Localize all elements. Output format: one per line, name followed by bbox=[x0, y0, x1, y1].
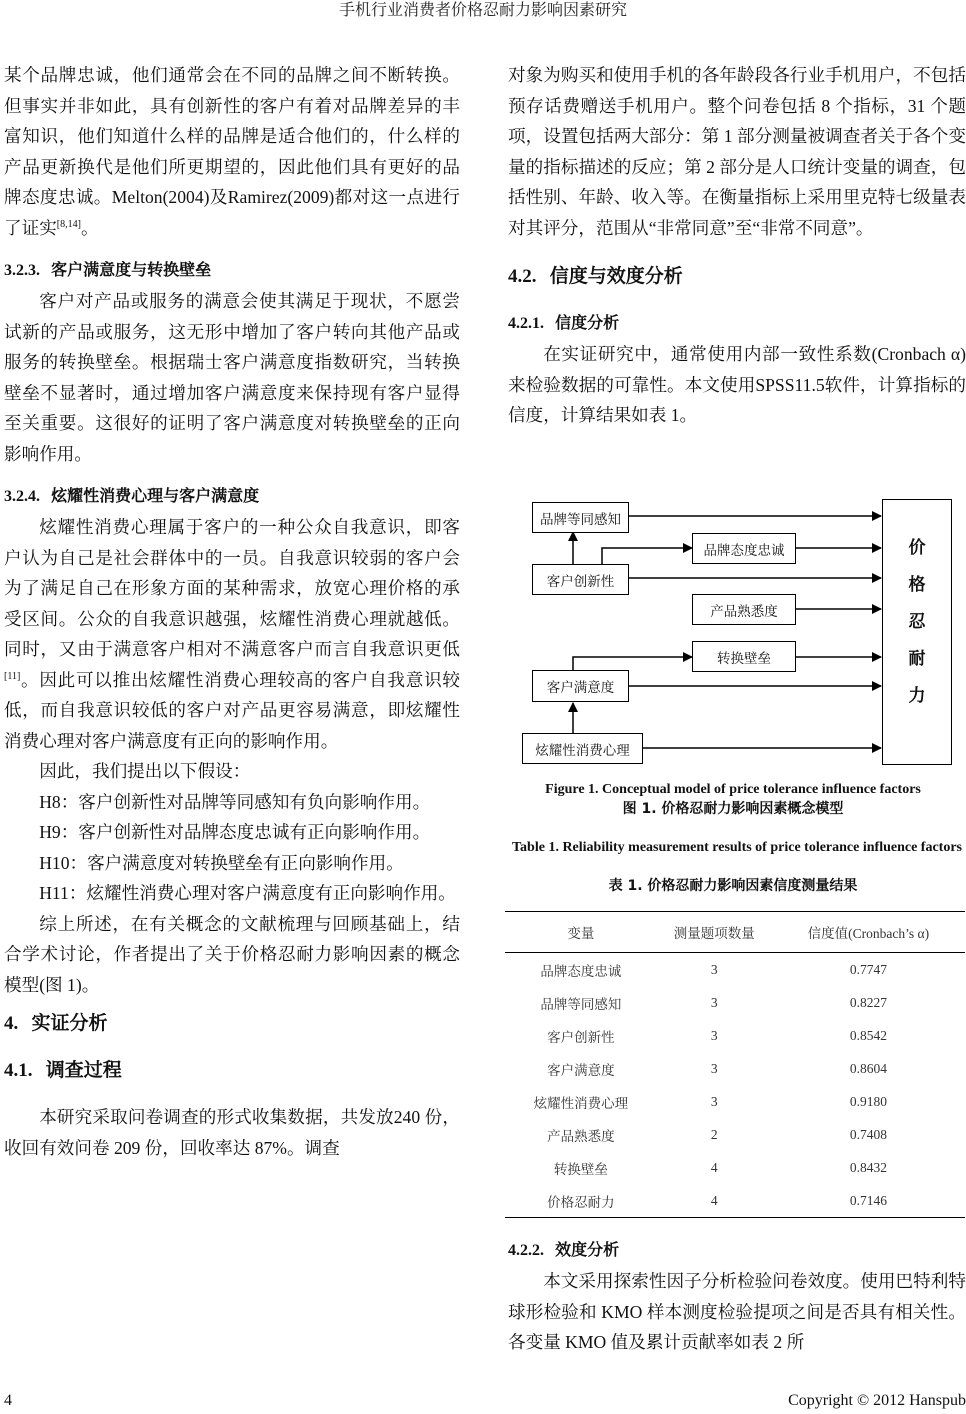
paragraph: 在实证研究中，通常使用内部一致性系数(Cronbach α)来检验数据的可靠性。本文使用SPSS11.5软件，计算指标的信度，计算结果如表 1。 bbox=[508, 344, 966, 425]
table-row bbox=[505, 986, 965, 1019]
node-innovativeness: 客户创新性 bbox=[532, 564, 629, 595]
hypothesis: H11：炫耀性消费心理对客户满意度有正向影响作用。 bbox=[39, 883, 456, 903]
table-row bbox=[505, 1085, 965, 1118]
table-cell: 客户满意度 bbox=[547, 1062, 615, 1078]
table-cell: 0.7408 bbox=[849, 1126, 887, 1142]
figure-caption-en: Figure 1. Conceptual model of price tolerance influence factors bbox=[545, 782, 921, 797]
running-head: 手机行业消费者价格忍耐力影响因素研究 bbox=[338, 2, 627, 19]
node-brand-loyalty: 品牌态度忠诚 bbox=[692, 533, 796, 564]
table-cell: 3 bbox=[710, 1027, 718, 1043]
paragraph: 因此，我们提出以下假设： bbox=[39, 761, 251, 781]
table-cell: 0.7146 bbox=[772, 1184, 965, 1218]
hypothesis: H10：客户满意度对转换壁垒有正向影响作用。 bbox=[39, 852, 404, 873]
right-column bbox=[508, 60, 966, 431]
table-cell: 2 bbox=[710, 1126, 718, 1142]
table-cell: 0.8604 bbox=[849, 1060, 887, 1076]
paragraph: 综上所述，在有关概念的文献梳理与回顾基础上，结合学术讨论，作者提出了关于价格忍耐力影响因素的概念模型(图 1)。 bbox=[4, 913, 460, 995]
table-cell: 3 bbox=[710, 1093, 718, 1109]
left-column bbox=[4, 60, 460, 1163]
paragraph: 客户对产品或服务的满意会使其满足于现状，不愿尝试新的产品或服务，这无形中增加了客户转向其他产品或服务的转换壁垒。根据瑞士客户满意度指数研究，当转换壁垒不显著时，通过增加客户满意度来保持现有客户显得至关重要。这很好的证明了客户满意度对转换壁垒的正向影响作用。 bbox=[4, 291, 460, 464]
column-header: 信度值(Cronbach’s α) bbox=[772, 912, 965, 953]
paragraph: 炫耀性消费心理属于客户的一种公众自我意识，即客户认为自己是社会群体中的一员。自我意识较弱的客户会为了满足自己在形象方面的某种需求，放宽心理价格的承受区间。公众的自我意识越强，炫耀性消费心理就越低。同时，又由于满意客户相对不满意客户而言自我意识更低[11]。因此可以推出炫耀性消费心理较高的客户自我意识较低，而自我意识较低的客户对产品更容易满意，即炫耀性消费心理对客户满意度有正向的影响作用。 bbox=[4, 517, 460, 751]
hypothesis: H8：客户创新性对品牌等同感知有负向影响作用。 bbox=[39, 791, 431, 812]
paragraph: 本研究采取问卷调查的形式收集数据，共发放240 份，收回有效问卷 209 份，回收率达 87%。调查 bbox=[4, 1107, 460, 1158]
table-row bbox=[505, 1019, 965, 1052]
node-switching-barrier: 转换壁垒 bbox=[692, 641, 796, 672]
table-caption-en: Table 1. Reliability measurement results of price tolerance influence factors bbox=[512, 840, 962, 855]
table-cell: 价格忍耐力 bbox=[505, 1184, 657, 1218]
heading-3-2-3: 3.2.3. 客户满意度与转换壁垒 bbox=[4, 260, 212, 279]
node-conspicuous-consumption: 炫耀性消费心理 bbox=[522, 733, 643, 764]
hypothesis: H9：客户创新性对品牌态度忠诚有正向影响作用。 bbox=[39, 822, 431, 842]
table-cell: 炫耀性消费心理 bbox=[533, 1095, 629, 1111]
table-row bbox=[505, 1118, 965, 1151]
table-caption-cn: 表 1. 价格忍耐力影响因素信度测量结果 bbox=[608, 878, 858, 894]
column-header: 变量 bbox=[505, 912, 657, 953]
right-column-lower bbox=[508, 1235, 966, 1358]
heading-4-2-2: 4.2.2. 效度分析 bbox=[508, 1240, 620, 1259]
paragraph: 本文采用探索性因子分析检验问卷效度。使用巴特利特球形检验和 KMO 样本测度检验提项之间是否具有相关性。各变量 KMO 值及累计贡献率如表 2 所 bbox=[508, 1271, 966, 1352]
table-cell: 0.7747 bbox=[849, 961, 887, 977]
table-cell: 3 bbox=[710, 994, 718, 1010]
table-row bbox=[505, 1151, 965, 1184]
table-cell: 4 bbox=[710, 1159, 718, 1175]
arrow-innovativeness-to-brand-loyalty bbox=[602, 548, 692, 565]
paragraph: 某个品牌忠诚，他们通常会在不同的品牌之间不断转换。但事实并非如此，具有创新性的客户有着对品牌差异的丰富知识，他们知道什么样的品牌是适合他们的，什么样的产品更新换代是他们所更期望的，因此他们具有更好的品牌态度忠诚。Melton(2004)及Ramirez(2009)都对这一点进行了证实[8,14]。 bbox=[4, 65, 460, 238]
table-cell: 产品熟悉度 bbox=[547, 1128, 615, 1144]
node-product-familiarity: 产品熟悉度 bbox=[692, 594, 796, 625]
table-cell: 客户创新性 bbox=[547, 1029, 615, 1045]
heading-4-2: 4.2. 信度与效度分析 bbox=[508, 265, 683, 287]
node-price-tolerance: 价 格 忍 耐 力 bbox=[882, 499, 952, 765]
heading-4-1: 4.1. 调查过程 bbox=[4, 1059, 122, 1081]
table-row bbox=[505, 1184, 965, 1218]
heading-4-2-1: 4.2.1. 信度分析 bbox=[508, 313, 620, 332]
table-row bbox=[505, 953, 965, 987]
table-header-row bbox=[505, 912, 965, 953]
column-header: 测量题项数量 bbox=[657, 912, 772, 953]
citation[interactable]: [11] bbox=[4, 670, 21, 682]
citation[interactable]: [8,14] bbox=[56, 218, 81, 230]
table-cell: 品牌态度忠诚 bbox=[540, 963, 622, 979]
node-brand-equivalence: 品牌等同感知 bbox=[532, 502, 629, 533]
figure-caption-cn: 图 1. 价格忍耐力影响因素概念模型 bbox=[622, 801, 844, 817]
table-cell: 4 bbox=[657, 1184, 772, 1218]
paragraph: 对象为购买和使用手机的各年龄段各行业手机用户，不包括预存话费赠送手机用户。整个问卷包括 8 个指标，31 个题项，设置包括两大部分：第 1 部分测量被调查者关于各个变量的指标描述的反应；第 2 部分是人口统计变量的调查，包括性别、年龄、收入等。在衡量指标上采用里克特七级量表对其评分，范围从“非常同意”至“非常不同意”。 bbox=[508, 65, 966, 238]
table-cell: 3 bbox=[710, 961, 718, 977]
table-cell: 0.8227 bbox=[849, 994, 887, 1010]
heading-3-2-4: 3.2.4. 炫耀性消费心理与客户满意度 bbox=[4, 486, 260, 505]
node-satisfaction: 客户满意度 bbox=[532, 670, 629, 702]
table-cell: 3 bbox=[710, 1060, 718, 1076]
table-cell: 转换壁垒 bbox=[553, 1161, 608, 1177]
table-cell: 0.8542 bbox=[849, 1027, 887, 1043]
table-cell: 0.9180 bbox=[849, 1093, 887, 1109]
table-cell: 0.8432 bbox=[849, 1159, 887, 1175]
table-cell: 品牌等同感知 bbox=[540, 996, 622, 1012]
copyright: Copyright © 2012 Hanspub bbox=[788, 1392, 966, 1409]
arrow-satisfaction-to-switching-barrier bbox=[573, 657, 692, 670]
heading-4: 4. 实证分析 bbox=[4, 1012, 108, 1034]
reliability-table bbox=[505, 911, 965, 1218]
conceptual-model-diagram bbox=[520, 497, 966, 769]
table-row bbox=[505, 1052, 965, 1085]
page-number: 4 bbox=[4, 1392, 12, 1409]
